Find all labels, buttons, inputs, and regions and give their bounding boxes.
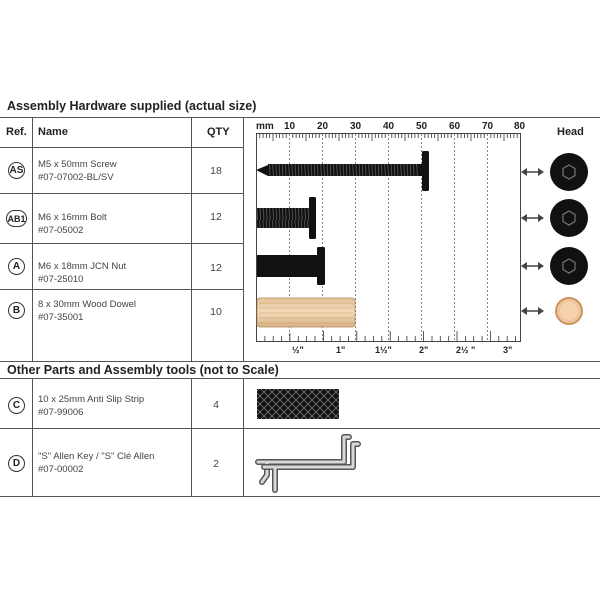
allen-key-icon	[258, 437, 358, 490]
item-qty: 4	[213, 399, 219, 411]
anti-slip-strip-icon	[257, 389, 339, 419]
item-code: #07-99006	[38, 407, 84, 418]
mm-tick-label: 10	[284, 121, 296, 132]
item-code: #07-00002	[38, 464, 84, 475]
item-qty: 10	[210, 306, 222, 318]
item-qty: 2	[213, 458, 219, 470]
header-ref: Ref.	[6, 126, 27, 138]
item-qty: 12	[210, 262, 222, 274]
section-title-other: Other Parts and Assembly tools (not to Scale)	[7, 363, 279, 377]
item-name: M6 x 16mm Bolt	[38, 212, 107, 223]
item-code: #07-07002-BL/SV	[38, 172, 114, 183]
item-code: #07-35001	[38, 312, 84, 323]
item-name: M5 x 50mm Screw	[38, 159, 117, 170]
item-code: #07-05002	[38, 225, 84, 236]
ref-badge: D	[8, 455, 25, 472]
item-name: 10 x 25mm Anti Slip Strip	[38, 394, 145, 405]
header-name: Name	[38, 126, 68, 138]
inch-tick-label: 1"	[336, 345, 346, 355]
ref-badge: C	[8, 397, 25, 414]
mm-tick-label: 70	[482, 121, 494, 132]
inch-tick-label: 3"	[503, 345, 513, 355]
mm-tick-label: 30	[350, 121, 362, 132]
ref-badge: AB1	[6, 210, 27, 227]
ref-badge: AS	[8, 162, 25, 179]
inch-tick-label: ½"	[292, 345, 304, 355]
header-head: Head	[557, 126, 584, 138]
mm-tick-label: 40	[383, 121, 395, 132]
item-name: 8 x 30mm Wood Dowel	[38, 299, 137, 310]
inch-tick-label: 2"	[419, 345, 429, 355]
item-qty: 18	[210, 165, 222, 177]
item-name: M6 x 18mm JCN Nut	[38, 261, 127, 272]
ruler-unit: mm	[256, 121, 274, 132]
inch-tick-label: 2½ "	[456, 345, 476, 355]
item-code: #07-25010	[38, 274, 84, 285]
section-title-hardware: Assembly Hardware supplied (actual size)	[7, 99, 257, 113]
item-qty: 12	[210, 211, 222, 223]
ref-badge: A	[8, 258, 25, 275]
mm-tick-label: 80	[514, 121, 526, 132]
inch-tick-label: 1½"	[375, 345, 392, 355]
header-qty: QTY	[207, 126, 230, 138]
item-name: "S" Allen Key / "S" Clé Allen	[38, 451, 155, 462]
ref-badge: B	[8, 302, 25, 319]
mm-tick-label: 20	[317, 121, 329, 132]
mm-tick-label: 50	[416, 121, 428, 132]
mm-tick-label: 60	[449, 121, 461, 132]
